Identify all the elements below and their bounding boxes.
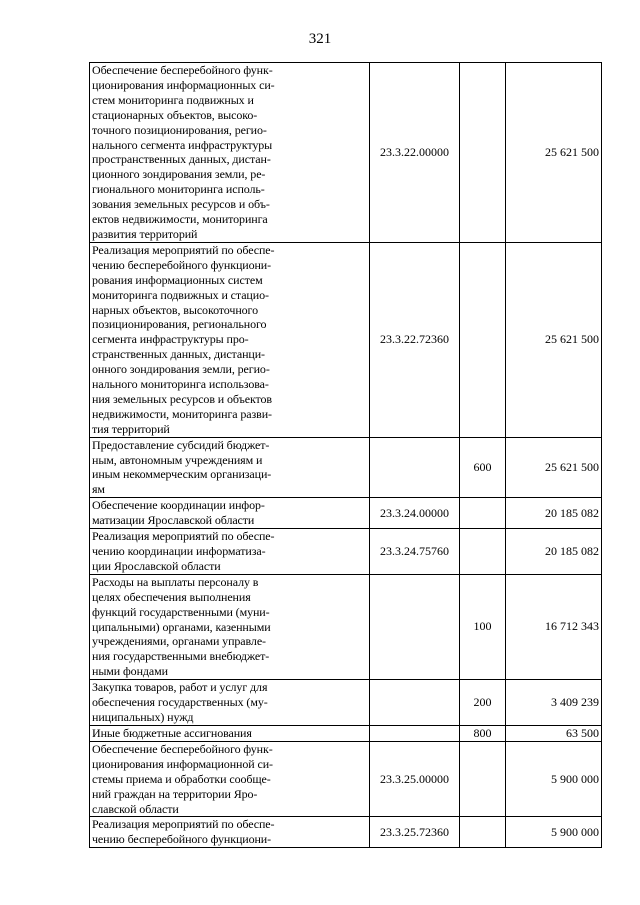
row-type-cell — [460, 242, 506, 437]
row-sum-cell: 3 409 239 — [506, 680, 602, 726]
row-code-cell: 23.3.24.75760 — [370, 529, 460, 575]
budget-table — [89, 62, 602, 848]
row-type-cell — [460, 529, 506, 575]
row-sum-cell: 25 621 500 — [506, 63, 602, 243]
row-sum-cell: 16 712 343 — [506, 574, 602, 679]
page-number: 321 — [308, 31, 332, 47]
row-name-cell: Реализация мероприятий по обеспе- чению бесперебойного функциони- рования информационных систем мониторинга подвижных и стацио- нарных объектов, высокоточного позиционирования, регионального сегмента инфраструктуры про- странственных данных, дистанци- онного зондирования земли, регио- нального мониторинга использова- ния земельных ресурсов и объектов недвижимости, мониторинга разви- тия территорий — [90, 242, 370, 437]
row-name-cell: Реализация мероприятий по обеспе- чению координации информатиза- ции Ярославской области — [90, 529, 370, 575]
table-row — [90, 817, 602, 848]
row-sum-cell: 5 900 000 — [506, 817, 602, 848]
row-code-cell: 23.3.25.00000 — [370, 741, 460, 817]
row-code-cell: 23.3.24.00000 — [370, 498, 460, 529]
row-type-cell: 100 — [460, 574, 506, 679]
row-name-cell: Расходы на выплаты персоналу в целях обеспечения выполнения функций государственными (муни- ципальными) органами, казенными учреждениями, органами управле- ния государственными внебюджет- ными фондами — [90, 574, 370, 679]
row-type-cell — [460, 741, 506, 817]
table-row — [90, 63, 602, 243]
row-type-cell — [460, 817, 506, 848]
row-name-cell: Обеспечение координации инфор- матизации Ярославской области — [90, 498, 370, 529]
row-code-cell — [370, 725, 460, 741]
table-row — [90, 680, 602, 726]
table-row — [90, 725, 602, 741]
row-code-cell — [370, 680, 460, 726]
row-type-cell: 800 — [460, 725, 506, 741]
row-sum-cell: 63 500 — [506, 725, 602, 741]
row-type-cell: 600 — [460, 437, 506, 498]
table-row — [90, 498, 602, 529]
row-code-cell — [370, 574, 460, 679]
row-type-cell — [460, 63, 506, 243]
row-name-cell: Предоставление субсидий бюджет- ным, автономным учреждениям и иным некоммерческим организаци- ям — [90, 437, 370, 498]
row-name-cell: Закупка товаров, работ и услуг для обеспечения государственных (му- ниципальных) нужд — [90, 680, 370, 726]
table-row — [90, 741, 602, 817]
table-row — [90, 437, 602, 498]
row-name-cell: Реализация мероприятий по обеспе- чению бесперебойного функциони- — [90, 817, 370, 848]
row-name-cell: Обеспечение бесперебойного функ- ционирования информационных си- стем мониторинга подвижных и стационарных объектов, высоко- точного позиционирования, регио- нального сегмента инфраструктуры пространственных данных, дистан- ционного зондирования земли, ре- гионального мониторинга исполь- зования земельных ресурсов и объ- ектов недвижимости, мониторинга развития территорий — [90, 63, 370, 243]
table-row — [90, 242, 602, 437]
row-code-cell — [370, 437, 460, 498]
row-code-cell: 23.3.25.72360 — [370, 817, 460, 848]
row-sum-cell: 25 621 500 — [506, 242, 602, 437]
row-code-cell: 23.3.22.72360 — [370, 242, 460, 437]
table-row — [90, 529, 602, 575]
row-sum-cell: 25 621 500 — [506, 437, 602, 498]
row-name-cell: Иные бюджетные ассигнования — [90, 725, 370, 741]
table-row — [90, 574, 602, 679]
row-code-cell: 23.3.22.00000 — [370, 63, 460, 243]
row-type-cell: 200 — [460, 680, 506, 726]
row-sum-cell: 20 185 082 — [506, 529, 602, 575]
row-type-cell — [460, 498, 506, 529]
row-sum-cell: 5 900 000 — [506, 741, 602, 817]
row-name-cell: Обеспечение бесперебойного функ- ционирования информационной си- стемы приема и обработки сообще- ний граждан на территории Яро- славской области — [90, 741, 370, 817]
row-sum-cell: 20 185 082 — [506, 498, 602, 529]
